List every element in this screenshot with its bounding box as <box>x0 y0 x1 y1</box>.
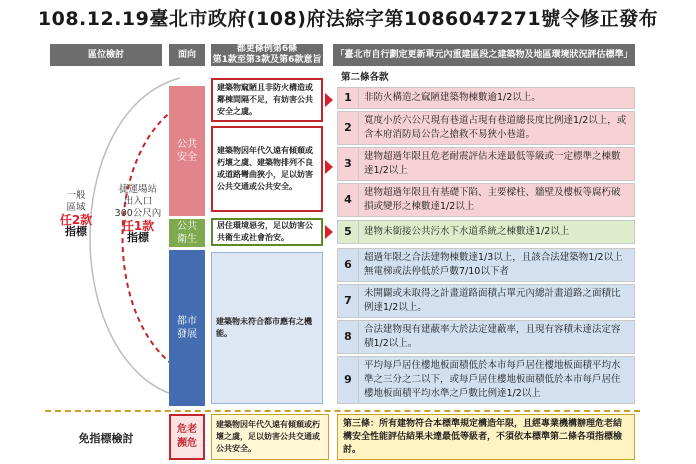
item-text: 合法建物現有建蔽率大於法定建蔽率，且現有容積未達法定容積1/2以上。 <box>364 324 621 349</box>
item-text: 未開闢或未取得之計畫道路面積占單元內總計畫道路之面積比例達1/2以上。 <box>364 288 621 313</box>
category-public-health-line1: 公共 <box>177 221 197 232</box>
condition-substandard-building: 建築物窳陋且非防火構造或鄰棟間隔不足，有妨害公共安全之虞。 <box>211 78 323 122</box>
item-text: 建物未銜接公共污水下水道系統之棟數達1/2以上 <box>364 226 570 237</box>
general-area-count: 任2款 <box>59 213 93 227</box>
item-number: 4 <box>338 184 359 216</box>
item-text: 平均每戶居住樓地板面積低於本市每戶居住樓地板面積平均水準之三分之二以下，或每戶居住樓地板面積低於本市每戶居住樓地板面積平均水準之戶數比例達1/2以上 <box>364 360 621 399</box>
mrt-area-block <box>110 184 166 244</box>
header-area: 區位檢討 <box>50 44 162 66</box>
section2-label: 第二條各款 <box>341 72 389 83</box>
category-public-safety <box>169 86 205 216</box>
general-area-line2: 區域 <box>66 202 86 213</box>
item-row <box>337 356 635 404</box>
item-row <box>337 183 635 217</box>
header-original-line2: 第1款至第3款及第6款意旨 <box>212 55 322 65</box>
item-number: 6 <box>338 249 359 281</box>
mrt-area-line1: 捷運場站 <box>118 184 157 195</box>
general-area-line1: 一般 <box>66 190 86 201</box>
item-number: 8 <box>338 321 359 353</box>
mrt-area-count: 任1款 <box>121 219 155 233</box>
item-text: 建物超過年限且有基礎下陷、主要樑柱、牆壁及樓板等腐朽破損或變形之棟數達1/2以上 <box>364 187 621 212</box>
category-public-safety-line2: 安全 <box>177 152 197 163</box>
item-number: 5 <box>338 221 359 243</box>
item-row <box>337 147 635 181</box>
item-number: 1 <box>338 88 359 108</box>
arrow-icon <box>325 225 333 239</box>
category-urban-development-line2: 發展 <box>177 329 197 340</box>
header-standard: 「臺北市自行劃定更新單元內重建區段之建築物及地區環境狀況評估標準」 <box>333 44 635 66</box>
arrow-icon <box>325 160 333 174</box>
item-row <box>337 111 635 145</box>
condition-aged-building: 建築物因年代久遠有傾頹或朽壞之虞、建築物排列不良或道路彎曲狹小，足以妨害公共交通或公共安全。 <box>211 126 323 212</box>
general-area-indicator: 指標 <box>65 225 87 238</box>
exemption-label: 免指標檢討 <box>78 432 134 445</box>
mrt-area-line3: 300公尺內 <box>114 208 162 219</box>
mrt-area-indicator: 指標 <box>127 231 149 244</box>
category-public-safety-line1: 公共 <box>177 139 197 150</box>
item-text: 建物超過年限且危老耐震評估未達最低等級或一定標準之棟數達1/2以上 <box>364 151 621 176</box>
condition-urban-function: 建築物未符合都市應有之機能。 <box>211 252 323 404</box>
item-text: 超過年限之合法建物棟數達1/3以上，且該合法建築物1/2以上無電梯或法停低於戶數7/10以下者 <box>364 252 623 277</box>
item-row <box>337 220 635 244</box>
category-public-health-line2: 衛生 <box>177 234 197 245</box>
category-urban-development-line1: 都市 <box>177 316 197 327</box>
item-number: 7 <box>338 285 359 317</box>
item-row <box>337 284 635 318</box>
section-divider <box>45 410 640 412</box>
general-area-block <box>52 190 100 238</box>
exemption-tag-line2: 瀕危 <box>177 438 197 449</box>
article3-box: 第三條：所有建物符合本標準規定構造年限，且經專業機構辦理危老結構安全性能評估結果未達最低等級者，不須依本標準第二條各項指標檢討。 <box>337 414 635 460</box>
exemption-tag-line1: 危老 <box>177 424 197 435</box>
exemption-condition: 建築物因年代久遠有傾頹或朽壞之虞，足以妨害公共交通或公共安全。 <box>211 414 329 460</box>
item-number: 3 <box>338 148 359 180</box>
item-text: 非防火構造之窳陋建築物棟數逾1/2以上。 <box>364 92 541 103</box>
page-title: 108.12.19臺北市政府(108)府法綜字第1086047271號令修正發布 <box>37 8 659 30</box>
exemption-tag <box>169 414 205 460</box>
category-public-health <box>169 219 205 247</box>
category-urban-development <box>169 250 205 406</box>
item-row <box>337 320 635 354</box>
condition-living-environment: 居住環境惡劣，足以妨害公共衛生或社會治安。 <box>211 218 323 246</box>
header-original-line1: 都更條例第6條 <box>236 44 298 54</box>
header-aspect: 面向 <box>169 44 205 66</box>
arrow-icon <box>325 93 333 107</box>
item-number: 2 <box>338 112 359 144</box>
item-text: 寬度小於六公尺現有巷道占現有巷道總長度比例達1/2以上，或含本府消防局公告之搶救不易狹小巷道。 <box>364 115 627 140</box>
item-number: 9 <box>338 357 359 403</box>
mrt-area-line2: 出入口 <box>123 196 153 207</box>
item-row <box>337 87 635 109</box>
header-original <box>211 44 323 66</box>
item-row <box>337 248 635 282</box>
